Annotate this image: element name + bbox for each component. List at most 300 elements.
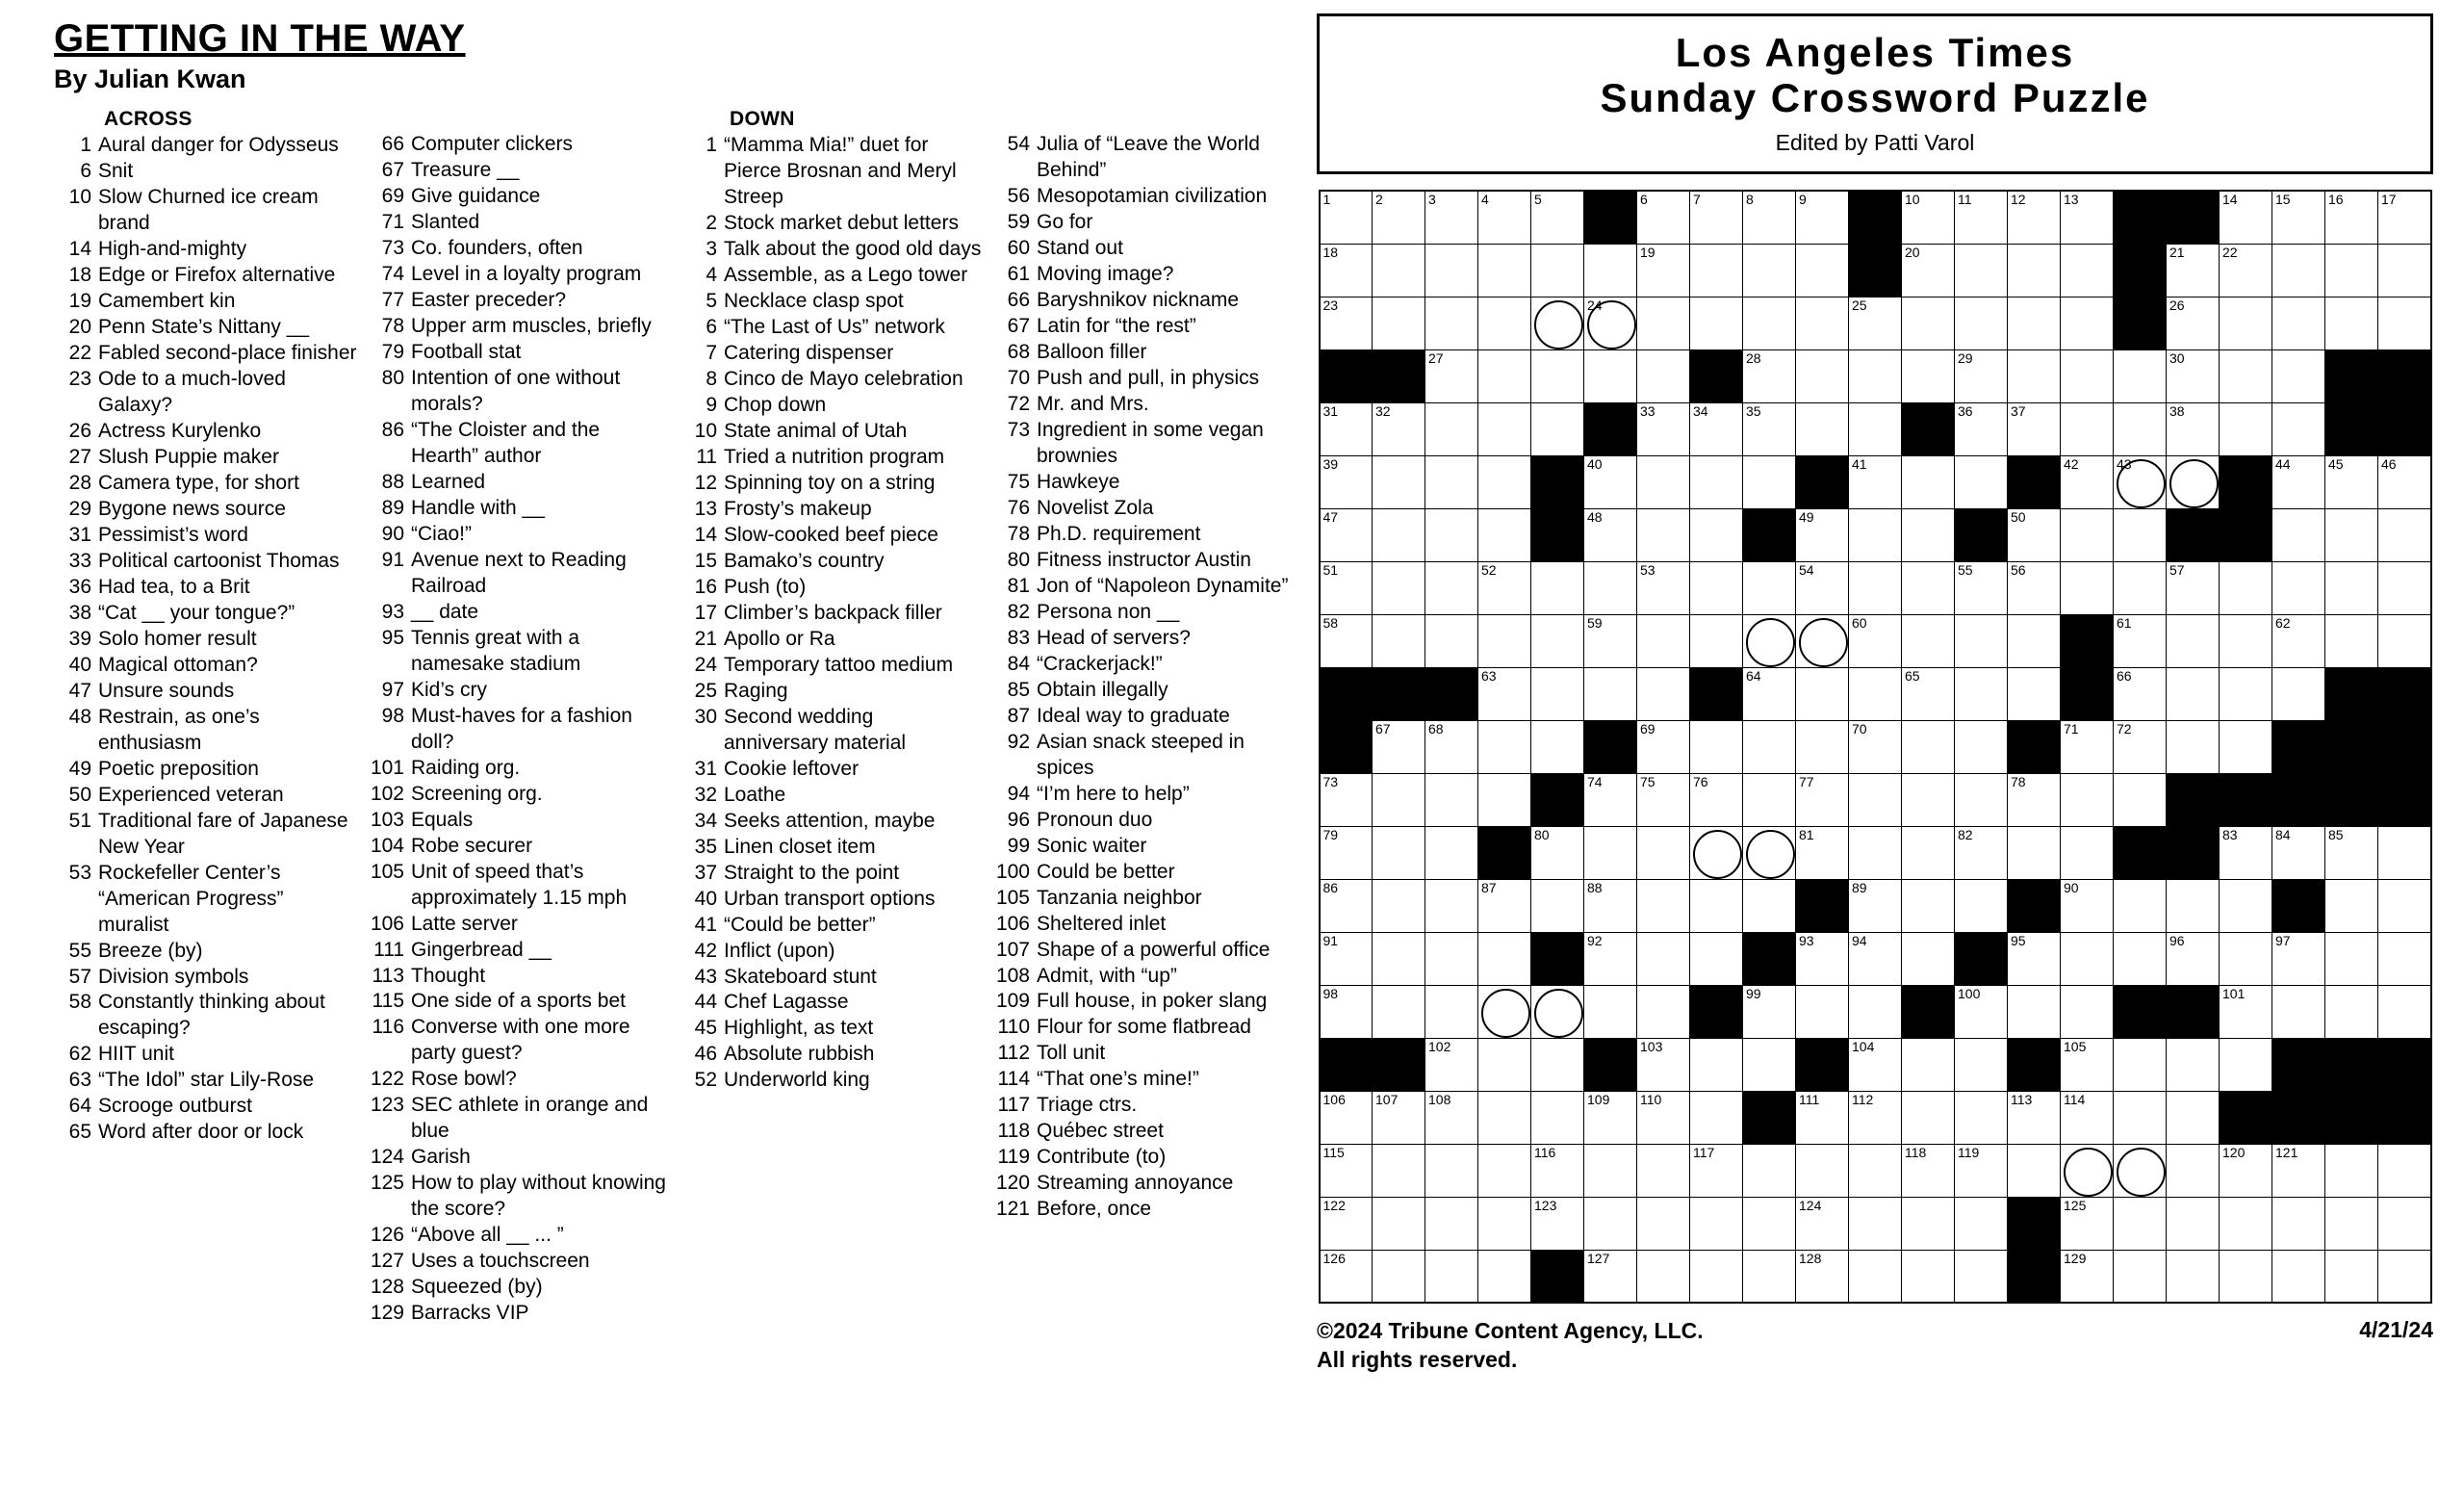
grid-cell[interactable] (1584, 826, 1637, 879)
grid-cell[interactable] (2325, 244, 2378, 297)
grid-cell[interactable] (2378, 455, 2431, 508)
grid-cell[interactable] (1478, 773, 1531, 826)
grid-cell[interactable] (1637, 244, 1690, 297)
grid-cell[interactable] (1690, 1250, 1743, 1303)
grid-cell[interactable] (1690, 1144, 1743, 1197)
grid-cell[interactable] (1690, 879, 1743, 932)
grid-cell[interactable] (1478, 561, 1531, 614)
grid-cell[interactable] (2325, 985, 2378, 1038)
grid-cell[interactable] (1373, 244, 1425, 297)
grid-cell[interactable] (2167, 297, 2220, 349)
grid-cell[interactable] (1902, 614, 1955, 667)
grid-cell[interactable] (2220, 1250, 2272, 1303)
grid-cell[interactable] (1320, 561, 1373, 614)
grid-cell[interactable] (2220, 985, 2272, 1038)
grid-cell[interactable] (1584, 773, 1637, 826)
grid-cell[interactable] (1584, 349, 1637, 402)
grid-cell[interactable] (1902, 879, 1955, 932)
grid-cell[interactable] (1849, 508, 1902, 561)
grid-cell[interactable] (2061, 1144, 2114, 1197)
grid-cell[interactable] (2008, 614, 2061, 667)
grid-cell[interactable] (1690, 297, 1743, 349)
grid-cell[interactable] (1531, 297, 1584, 349)
grid-cell[interactable] (1690, 402, 1743, 455)
grid-cell[interactable] (1690, 1038, 1743, 1091)
grid-cell[interactable] (2061, 1091, 2114, 1144)
grid-cell[interactable] (1425, 614, 1478, 667)
grid-cell[interactable] (1425, 455, 1478, 508)
grid-cell[interactable] (1849, 985, 1902, 1038)
grid-cell[interactable] (1584, 1091, 1637, 1144)
grid-cell[interactable] (1373, 1197, 1425, 1250)
grid-cell[interactable] (1478, 508, 1531, 561)
grid-cell[interactable] (1320, 1197, 1373, 1250)
grid-cell[interactable] (1584, 932, 1637, 985)
grid-cell[interactable] (1955, 1091, 2008, 1144)
grid-cell[interactable] (1320, 826, 1373, 879)
grid-cell[interactable] (1320, 932, 1373, 985)
grid-cell[interactable] (1743, 720, 1796, 773)
grid-cell[interactable] (1955, 191, 2008, 244)
grid-cell[interactable] (2167, 1250, 2220, 1303)
grid-cell[interactable] (1902, 932, 1955, 985)
grid-cell[interactable] (2114, 667, 2167, 720)
grid-cell[interactable] (1425, 932, 1478, 985)
grid-cell[interactable] (2061, 932, 2114, 985)
grid-cell[interactable] (2272, 667, 2325, 720)
grid-cell[interactable] (2167, 455, 2220, 508)
grid-cell[interactable] (1531, 879, 1584, 932)
grid-cell[interactable] (1796, 1250, 1849, 1303)
grid-cell[interactable] (2325, 297, 2378, 349)
grid-cell[interactable] (1531, 1038, 1584, 1091)
grid-cell[interactable] (2167, 932, 2220, 985)
grid-cell[interactable] (1531, 402, 1584, 455)
grid-cell[interactable] (1849, 667, 1902, 720)
grid-cell[interactable] (2167, 614, 2220, 667)
grid-cell[interactable] (2272, 826, 2325, 879)
grid-cell[interactable] (1955, 455, 2008, 508)
grid-cell[interactable] (1478, 455, 1531, 508)
grid-cell[interactable] (1902, 1144, 1955, 1197)
grid-cell[interactable] (1849, 1091, 1902, 1144)
grid-cell[interactable] (1478, 244, 1531, 297)
grid-cell[interactable] (2008, 826, 2061, 879)
grid-cell[interactable] (1637, 1197, 1690, 1250)
grid-cell[interactable] (2008, 191, 2061, 244)
crossword-grid[interactable] (1319, 190, 2432, 1304)
grid-cell[interactable] (2378, 614, 2431, 667)
grid-cell[interactable] (1584, 244, 1637, 297)
grid-cell[interactable] (1478, 614, 1531, 667)
grid-cell[interactable] (2220, 720, 2272, 773)
grid-cell[interactable] (1955, 1250, 2008, 1303)
grid-cell[interactable] (2114, 1250, 2167, 1303)
grid-cell[interactable] (1373, 614, 1425, 667)
grid-cell[interactable] (1743, 1038, 1796, 1091)
grid-cell[interactable] (2008, 1091, 2061, 1144)
grid-cell[interactable] (1373, 826, 1425, 879)
grid-cell[interactable] (1743, 879, 1796, 932)
grid-cell[interactable] (2061, 402, 2114, 455)
grid-cell[interactable] (1955, 244, 2008, 297)
grid-cell[interactable] (1743, 244, 1796, 297)
grid-cell[interactable] (1320, 297, 1373, 349)
grid-cell[interactable] (1425, 1144, 1478, 1197)
grid-cell[interactable] (2167, 879, 2220, 932)
grid-cell[interactable] (1478, 879, 1531, 932)
grid-cell[interactable] (2167, 1197, 2220, 1250)
grid-cell[interactable] (2114, 932, 2167, 985)
grid-cell[interactable] (1425, 1197, 1478, 1250)
grid-cell[interactable] (1796, 1144, 1849, 1197)
grid-cell[interactable] (1902, 773, 1955, 826)
grid-cell[interactable] (1320, 1250, 1373, 1303)
grid-cell[interactable] (1796, 561, 1849, 614)
grid-cell[interactable] (1373, 402, 1425, 455)
grid-cell[interactable] (1478, 402, 1531, 455)
grid-cell[interactable] (1796, 191, 1849, 244)
grid-cell[interactable] (1584, 879, 1637, 932)
grid-cell[interactable] (1690, 932, 1743, 985)
grid-cell[interactable] (1796, 932, 1849, 985)
grid-cell[interactable] (1531, 349, 1584, 402)
grid-cell[interactable] (1478, 985, 1531, 1038)
grid-cell[interactable] (1849, 879, 1902, 932)
grid-cell[interactable] (2378, 1197, 2431, 1250)
grid-cell[interactable] (2061, 508, 2114, 561)
grid-cell[interactable] (1849, 826, 1902, 879)
grid-cell[interactable] (1690, 1091, 1743, 1144)
grid-cell[interactable] (1743, 191, 1796, 244)
grid-cell[interactable] (2272, 349, 2325, 402)
grid-cell[interactable] (1531, 1091, 1584, 1144)
grid-cell[interactable] (2114, 773, 2167, 826)
grid-cell[interactable] (2220, 297, 2272, 349)
grid-cell[interactable] (1637, 297, 1690, 349)
grid-cell[interactable] (2220, 402, 2272, 455)
grid-cell[interactable] (2272, 985, 2325, 1038)
grid-cell[interactable] (2008, 773, 2061, 826)
grid-cell[interactable] (2325, 455, 2378, 508)
grid-cell[interactable] (1531, 1197, 1584, 1250)
grid-cell[interactable] (1955, 349, 2008, 402)
grid-cell[interactable] (1690, 773, 1743, 826)
grid-cell[interactable] (1425, 297, 1478, 349)
grid-cell[interactable] (1849, 402, 1902, 455)
grid-cell[interactable] (2325, 879, 2378, 932)
grid-cell[interactable] (1902, 1250, 1955, 1303)
grid-cell[interactable] (1743, 985, 1796, 1038)
grid-cell[interactable] (1478, 191, 1531, 244)
grid-cell[interactable] (1425, 1038, 1478, 1091)
grid-cell[interactable] (2272, 244, 2325, 297)
grid-cell[interactable] (1478, 667, 1531, 720)
grid-cell[interactable] (2061, 191, 2114, 244)
grid-cell[interactable] (2378, 1144, 2431, 1197)
grid-cell[interactable] (1690, 191, 1743, 244)
grid-cell[interactable] (1425, 773, 1478, 826)
grid-cell[interactable] (1796, 1197, 1849, 1250)
grid-cell[interactable] (1373, 1091, 1425, 1144)
grid-cell[interactable] (2167, 720, 2220, 773)
grid-cell[interactable] (1637, 985, 1690, 1038)
grid-cell[interactable] (2061, 985, 2114, 1038)
grid-cell[interactable] (2008, 297, 2061, 349)
grid-cell[interactable] (2061, 455, 2114, 508)
grid-cell[interactable] (1796, 826, 1849, 879)
grid-cell[interactable] (2325, 826, 2378, 879)
grid-cell[interactable] (1796, 614, 1849, 667)
grid-cell[interactable] (1849, 720, 1902, 773)
grid-cell[interactable] (2061, 879, 2114, 932)
grid-cell[interactable] (1320, 1144, 1373, 1197)
grid-cell[interactable] (2114, 561, 2167, 614)
grid-cell[interactable] (1955, 720, 2008, 773)
grid-cell[interactable] (2008, 402, 2061, 455)
grid-cell[interactable] (1478, 297, 1531, 349)
grid-cell[interactable] (1584, 297, 1637, 349)
grid-cell[interactable] (2061, 349, 2114, 402)
grid-cell[interactable] (1690, 1197, 1743, 1250)
grid-cell[interactable] (1902, 349, 1955, 402)
grid-cell[interactable] (1531, 826, 1584, 879)
grid-cell[interactable] (2272, 191, 2325, 244)
grid-cell[interactable] (2167, 244, 2220, 297)
grid-cell[interactable] (2008, 349, 2061, 402)
grid-cell[interactable] (2220, 191, 2272, 244)
grid-cell[interactable] (1902, 561, 1955, 614)
grid-cell[interactable] (1637, 1144, 1690, 1197)
grid-cell[interactable] (1849, 561, 1902, 614)
grid-cell[interactable] (1425, 191, 1478, 244)
grid-cell[interactable] (1425, 879, 1478, 932)
grid-cell[interactable] (1796, 667, 1849, 720)
grid-cell[interactable] (1796, 297, 1849, 349)
grid-cell[interactable] (1796, 402, 1849, 455)
grid-cell[interactable] (2220, 244, 2272, 297)
grid-cell[interactable] (2114, 1197, 2167, 1250)
grid-cell[interactable] (1478, 1250, 1531, 1303)
grid-cell[interactable] (1373, 455, 1425, 508)
grid-cell[interactable] (1478, 1144, 1531, 1197)
grid-cell[interactable] (1902, 667, 1955, 720)
grid-cell[interactable] (2272, 1197, 2325, 1250)
grid-cell[interactable] (1902, 720, 1955, 773)
grid-cell[interactable] (1425, 826, 1478, 879)
grid-cell[interactable] (2378, 508, 2431, 561)
grid-cell[interactable] (1584, 508, 1637, 561)
grid-cell[interactable] (1955, 402, 2008, 455)
grid-cell[interactable] (2272, 614, 2325, 667)
grid-cell[interactable] (1425, 985, 1478, 1038)
grid-cell[interactable] (2325, 191, 2378, 244)
grid-cell[interactable] (1531, 191, 1584, 244)
grid-cell[interactable] (1796, 508, 1849, 561)
grid-cell[interactable] (1796, 1091, 1849, 1144)
grid-cell[interactable] (1373, 720, 1425, 773)
grid-cell[interactable] (1849, 1038, 1902, 1091)
grid-cell[interactable] (1902, 244, 1955, 297)
grid-cell[interactable] (1743, 773, 1796, 826)
grid-cell[interactable] (1425, 1091, 1478, 1144)
grid-cell[interactable] (2061, 1197, 2114, 1250)
grid-cell[interactable] (2272, 1250, 2325, 1303)
grid-cell[interactable] (1531, 720, 1584, 773)
grid-cell[interactable] (2167, 1038, 2220, 1091)
grid-cell[interactable] (1955, 1197, 2008, 1250)
grid-cell[interactable] (2114, 508, 2167, 561)
grid-cell[interactable] (1373, 1144, 1425, 1197)
grid-cell[interactable] (1955, 985, 2008, 1038)
grid-cell[interactable] (1478, 1038, 1531, 1091)
grid-cell[interactable] (1637, 561, 1690, 614)
grid-cell[interactable] (1690, 561, 1743, 614)
grid-cell[interactable] (1902, 1038, 1955, 1091)
grid-cell[interactable] (2220, 1038, 2272, 1091)
grid-cell[interactable] (1320, 773, 1373, 826)
grid-cell[interactable] (1955, 614, 2008, 667)
grid-cell[interactable] (1478, 1197, 1531, 1250)
grid-cell[interactable] (1743, 561, 1796, 614)
grid-cell[interactable] (1743, 455, 1796, 508)
grid-cell[interactable] (1584, 614, 1637, 667)
grid-cell[interactable] (1849, 773, 1902, 826)
grid-cell[interactable] (2272, 508, 2325, 561)
grid-cell[interactable] (1584, 1197, 1637, 1250)
grid-cell[interactable] (1478, 1091, 1531, 1144)
grid-cell[interactable] (1637, 402, 1690, 455)
grid-cell[interactable] (1531, 1144, 1584, 1197)
grid-cell[interactable] (1637, 349, 1690, 402)
grid-cell[interactable] (1637, 773, 1690, 826)
grid-cell[interactable] (1796, 244, 1849, 297)
grid-cell[interactable] (2272, 297, 2325, 349)
grid-cell[interactable] (1320, 614, 1373, 667)
grid-cell[interactable] (1849, 349, 1902, 402)
grid-cell[interactable] (1637, 667, 1690, 720)
grid-cell[interactable] (1955, 1038, 2008, 1091)
grid-cell[interactable] (2325, 508, 2378, 561)
grid-cell[interactable] (2378, 1250, 2431, 1303)
grid-cell[interactable] (1690, 614, 1743, 667)
grid-cell[interactable] (2061, 561, 2114, 614)
grid-cell[interactable] (2378, 561, 2431, 614)
grid-cell[interactable] (2008, 667, 2061, 720)
grid-cell[interactable] (1425, 244, 1478, 297)
grid-cell[interactable] (2378, 826, 2431, 879)
grid-cell[interactable] (1320, 402, 1373, 455)
grid-cell[interactable] (1425, 561, 1478, 614)
grid-cell[interactable] (1373, 508, 1425, 561)
grid-cell[interactable] (1637, 508, 1690, 561)
grid-cell[interactable] (1796, 349, 1849, 402)
grid-cell[interactable] (1373, 1250, 1425, 1303)
grid-cell[interactable] (1743, 1144, 1796, 1197)
grid-cell[interactable] (1320, 879, 1373, 932)
grid-cell[interactable] (1320, 191, 1373, 244)
grid-cell[interactable] (2378, 879, 2431, 932)
grid-cell[interactable] (1902, 297, 1955, 349)
grid-cell[interactable] (2061, 1038, 2114, 1091)
grid-cell[interactable] (1425, 402, 1478, 455)
grid-cell[interactable] (2167, 561, 2220, 614)
grid-cell[interactable] (1637, 879, 1690, 932)
grid-cell[interactable] (2114, 402, 2167, 455)
grid-cell[interactable] (1849, 1250, 1902, 1303)
grid-cell[interactable] (1796, 720, 1849, 773)
grid-cell[interactable] (2167, 667, 2220, 720)
grid-cell[interactable] (2325, 561, 2378, 614)
grid-cell[interactable] (1478, 349, 1531, 402)
grid-cell[interactable] (2008, 1144, 2061, 1197)
grid-cell[interactable] (1902, 455, 1955, 508)
grid-cell[interactable] (2378, 932, 2431, 985)
grid-cell[interactable] (2220, 614, 2272, 667)
grid-cell[interactable] (1425, 720, 1478, 773)
grid-cell[interactable] (1849, 614, 1902, 667)
grid-cell[interactable] (2378, 191, 2431, 244)
grid-cell[interactable] (2061, 720, 2114, 773)
grid-cell[interactable] (1584, 1144, 1637, 1197)
grid-cell[interactable] (1637, 826, 1690, 879)
grid-cell[interactable] (2061, 826, 2114, 879)
grid-cell[interactable] (1955, 667, 2008, 720)
grid-cell[interactable] (1425, 349, 1478, 402)
grid-cell[interactable] (2114, 720, 2167, 773)
grid-cell[interactable] (1690, 508, 1743, 561)
grid-cell[interactable] (1849, 297, 1902, 349)
grid-cell[interactable] (1955, 297, 2008, 349)
grid-cell[interactable] (1902, 1197, 1955, 1250)
grid-cell[interactable] (2220, 1197, 2272, 1250)
grid-cell[interactable] (1584, 561, 1637, 614)
grid-cell[interactable] (1743, 1250, 1796, 1303)
grid-cell[interactable] (2220, 1144, 2272, 1197)
grid-cell[interactable] (2114, 455, 2167, 508)
grid-cell[interactable] (1425, 1250, 1478, 1303)
grid-cell[interactable] (2114, 879, 2167, 932)
grid-cell[interactable] (2008, 932, 2061, 985)
grid-cell[interactable] (1373, 297, 1425, 349)
grid-cell[interactable] (1796, 985, 1849, 1038)
grid-cell[interactable] (2378, 985, 2431, 1038)
grid-cell[interactable] (1849, 1197, 1902, 1250)
grid-cell[interactable] (1373, 191, 1425, 244)
grid-cell[interactable] (2325, 932, 2378, 985)
grid-cell[interactable] (2061, 297, 2114, 349)
grid-cell[interactable] (1743, 402, 1796, 455)
grid-cell[interactable] (2220, 349, 2272, 402)
grid-cell[interactable] (2061, 244, 2114, 297)
grid-cell[interactable] (1743, 667, 1796, 720)
grid-cell[interactable] (2114, 614, 2167, 667)
grid-cell[interactable] (1531, 667, 1584, 720)
grid-cell[interactable] (1955, 773, 2008, 826)
grid-cell[interactable] (1320, 1091, 1373, 1144)
grid-cell[interactable] (1902, 508, 1955, 561)
grid-cell[interactable] (2272, 932, 2325, 985)
grid-cell[interactable] (1531, 985, 1584, 1038)
grid-cell[interactable] (1902, 1091, 1955, 1144)
grid-cell[interactable] (2167, 402, 2220, 455)
grid-cell[interactable] (2008, 561, 2061, 614)
grid-cell[interactable] (1637, 614, 1690, 667)
grid-cell[interactable] (1637, 932, 1690, 985)
grid-cell[interactable] (1637, 720, 1690, 773)
grid-cell[interactable] (1637, 455, 1690, 508)
grid-cell[interactable] (1637, 1038, 1690, 1091)
